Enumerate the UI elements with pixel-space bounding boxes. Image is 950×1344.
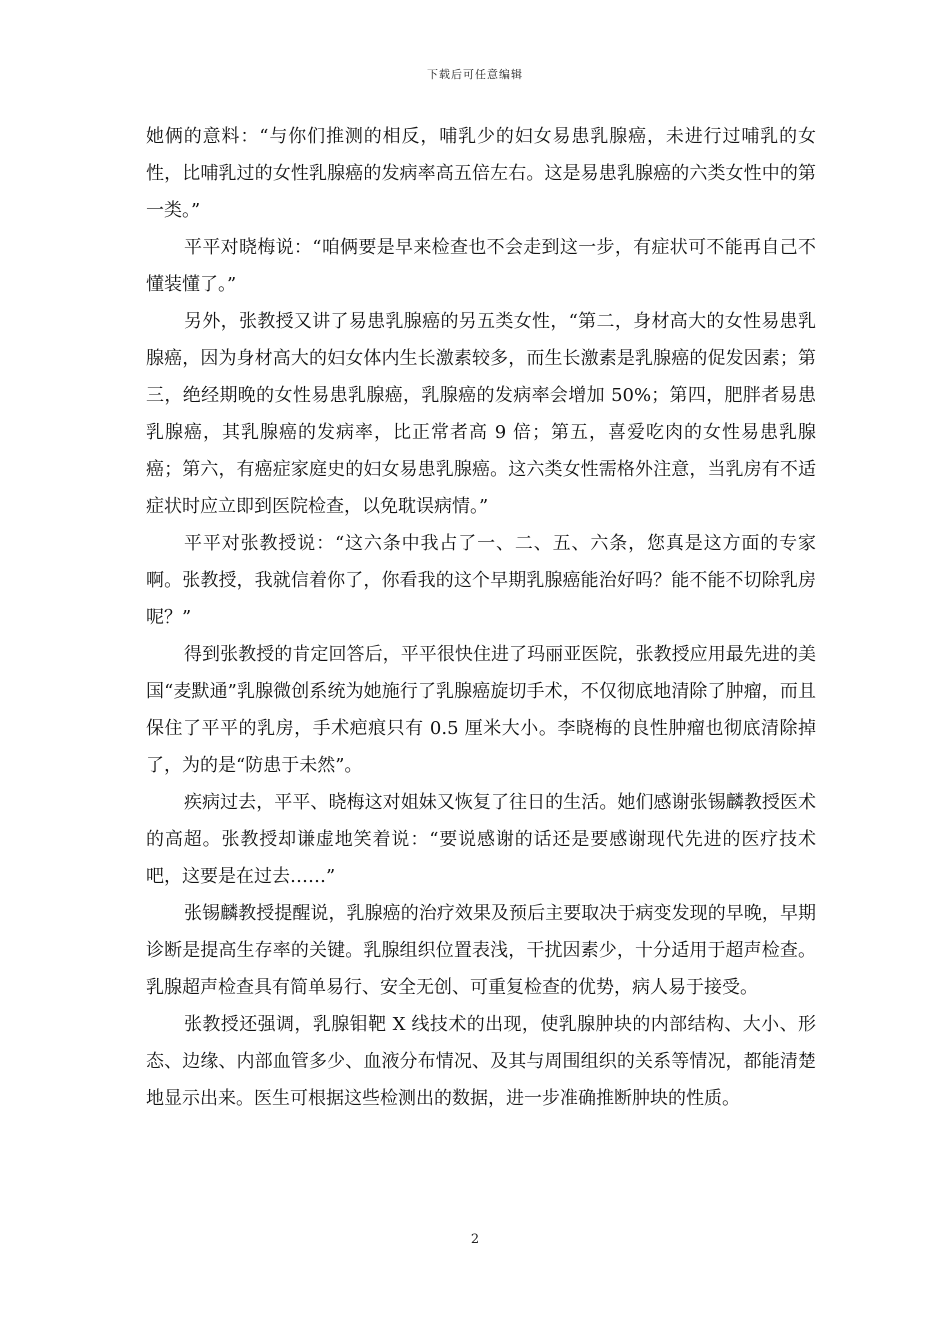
paragraph-4: 平平对张教授说：“这六条中我占了一、二、五、六条，您真是这方面的专家啊。张教授，我就信着你了，你看我的这个早期乳腺癌能治好吗？能不能不切除乳房呢？” <box>146 533 816 628</box>
page-header: 下载后可任意编辑 <box>427 68 523 81</box>
document-body <box>146 118 816 1117</box>
paragraph-6: 疾病过去，平平、晓梅这对姐妹又恢复了往日的生活。她们感谢张锡麟教授医术的高超。张教授却谦虚地笑着说：“要说感谢的话还是要感谢现代先进的医疗技术吧，这要是在过去……” <box>146 792 816 887</box>
paragraph-8: 张教授还强调，乳腺钼靶 X 线技术的出现，使乳腺肿块的内部结构、大小、形态、边缘、内部血管多少、血液分布情况、及其与周围组织的关系等情况，都能清楚地显示出来。医生可根据这些检测出的数据，进一步准确推断肿块的性质。 <box>146 1014 816 1109</box>
page-number: 2 <box>470 1232 480 1247</box>
paragraph-7: 张锡麟教授提醒说，乳腺癌的治疗效果及预后主要取决于病变发现的早晚，早期诊断是提高生存率的关键。乳腺组织位置表浅，干扰因素少，十分适用于超声检查。乳腺超声检查具有简单易行、安全无创、可重复检查的优势，病人易于接受。 <box>146 903 816 998</box>
paragraph-1: 她俩的意料：“与你们推测的相反，哺乳少的妇女易患乳腺癌，未进行过哺乳的女性，比哺乳过的女性乳腺癌的发病率高五倍左右。这是易患乳腺癌的六类女性中的第一类。” <box>146 126 816 221</box>
paragraph-5: 得到张教授的肯定回答后，平平很快住进了玛丽亚医院，张教授应用最先进的美国“麦默通”乳腺微创系统为她施行了乳腺癌旋切手术，不仅彻底地清除了肿瘤，而且保住了平平的乳房，手术疤痕只有 0.5 厘米大小。李晓梅的良性肿瘤也彻底清除掉了，为的是“防患于未然”。 <box>146 644 816 776</box>
paragraph-2: 平平对晓梅说：“咱俩要是早来检查也不会走到这一步，有症状可不能再自己不懂装懂了。” <box>146 237 816 295</box>
paragraph-3: 另外，张教授又讲了易患乳腺癌的另五类女性，“第二，身材高大的女性易患乳腺癌，因为身材高大的妇女体内生长激素较多，而生长激素是乳腺癌的促发因素；第三，绝经期晚的女性易患乳腺癌，乳腺癌的发病率会增加 50%；第四，肥胖者易患乳腺癌，其乳腺癌的发病率，比正常者高 9 倍；第五，喜爱吃肉的女性易患乳腺癌；第六，有癌症家庭史的妇女易患乳腺癌。这六类女性需格外注意，当乳房有不适症状时应立即到医院检查，以免耽误病情。” <box>146 311 816 517</box>
